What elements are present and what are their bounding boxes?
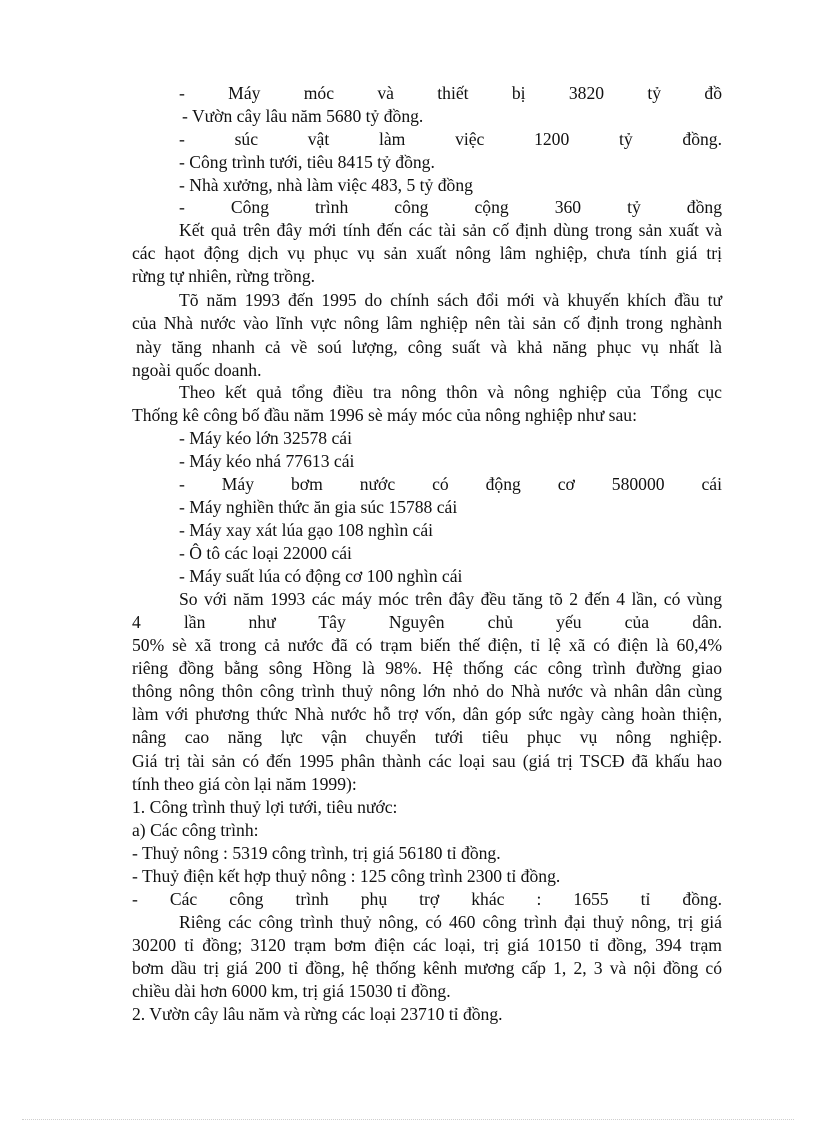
text-line: - Các công trình phụ trợ khác : 1655 tỉ đồng. xyxy=(132,889,722,909)
text-line: - Công trình tưới, tiêu 8415 tỷ đồng. xyxy=(179,152,435,172)
text-line: - Máy kéo nhá 77613 cái xyxy=(179,451,355,471)
text-line: làm với phương thức Nhà nước hỗ trợ vốn, dân góp sức ngày càng hoàn thiện, xyxy=(132,704,722,724)
text-line: rừng tự nhiên, rừng trồng. xyxy=(132,266,316,286)
text-line: - Thuỷ nông : 5319 công trình, trị giá 56180 tỉ đồng. xyxy=(132,843,501,863)
text-line: - Máy nghiền thức ăn gia súc 15788 cái xyxy=(179,497,458,517)
text-line: - Thuỷ điện kết hợp thuỷ nông : 125 công trình 2300 tỉ đồng. xyxy=(132,866,561,886)
text-line: của Nhà nước vào lĩnh vực nông lâm nghiệp nên tài sản cố định trong nghành xyxy=(132,313,722,333)
text-line: Giá trị tài sản có đến 1995 phân thành các loại sau (giá trị TSCĐ đã khấu hao xyxy=(132,751,722,771)
text-line: - Máy bơm nước có động cơ 580000 cái xyxy=(179,474,722,494)
text-line: - Ô tô các loại 22000 cái xyxy=(179,543,352,563)
text-line: 2. Vườn cây lâu năm và rừng các loại 23710 tỉ đồng. xyxy=(132,1004,503,1024)
text-line: Tõ năm 1993 đến 1995 do chính sách đổi mới và khuyến khích đầu tư xyxy=(179,290,722,310)
text-line: So với năm 1993 các máy móc trên đây đều tăng tõ 2 đến 4 lần, có vùng xyxy=(179,589,722,609)
text-line: - Công trình công cộng 360 tỷ đồng xyxy=(179,197,722,217)
text-line: 4 lần như Tây Nguyên chủ yếu của dân. xyxy=(132,612,722,632)
text-line: Theo kết quả tổng điều tra nông thôn và nông nghiệp của Tổng cục xyxy=(179,382,722,402)
text-line: - Vườn cây lâu năm 5680 tỷ đồng. xyxy=(182,106,424,126)
text-line: 50% sè xã trong cả nước đã có trạm biến thế điện, tỉ lệ xã có điện là 60,4% xyxy=(132,635,722,655)
text-line: các hạot động dịch vụ phục vụ sản xuất nông lâm nghiệp, chưa tính giá trị xyxy=(132,243,722,263)
text-line: - Máy kéo lớn 32578 cái xyxy=(179,428,352,448)
text-line: Thống kê công bố đầu năm 1996 sè máy móc của nông nghiệp như sau: xyxy=(132,405,637,425)
page-bottom-rule xyxy=(22,1119,794,1120)
text-line: a) Các công trình: xyxy=(132,820,259,840)
text-line: - Máy móc và thiết bị 3820 tỷ đồ xyxy=(179,83,722,103)
text-line: Riêng các công trình thuỷ nông, có 460 công trình đại thuỷ nông, trị giá xyxy=(179,912,722,932)
text-line: - Nhà xưởng, nhà làm việc 483, 5 tỷ đồng xyxy=(179,175,473,195)
text-line: riêng đồng bằng sông Hồng là 98%. Hệ thống các công trình đường giao xyxy=(132,658,722,678)
text-line: thông nông thôn công trình thuỷ nông lớn nhỏ do Nhà nước và nhân dân cùng xyxy=(132,681,722,701)
text-line: Kết quả trên đây mới tính đến các tài sản cố định dùng trong sản xuất và xyxy=(179,220,722,240)
text-line: chiều dài hơn 6000 km, trị giá 15030 tỉ đồng. xyxy=(132,981,451,1001)
text-line: 30200 tỉ đồng; 3120 trạm bơm điện các loại, trị giá 10150 tỉ đồng, 394 trạm xyxy=(132,935,722,955)
text-line: - súc vật làm việc 1200 tỷ đồng. xyxy=(179,129,722,149)
text-line: bơm dầu trị giá 200 tỉ đồng, hệ thống kênh mương cấp 1, 2, 3 và nội đồng có xyxy=(132,958,722,978)
text-line: - Máy suất lúa có động cơ 100 nghìn cái xyxy=(179,566,463,586)
text-line: này tăng nhanh cả về soú lượng, công suất và khả năng phục vụ nhất là xyxy=(136,337,722,357)
text-line: nâng cao năng lực vận chuyển tưới tiêu phục vụ nông nghiệp. xyxy=(132,727,722,747)
text-line: ngoài quốc doanh. xyxy=(132,360,262,380)
text-line: tính theo giá còn lại năm 1999): xyxy=(132,774,357,794)
text-line: - Máy xay xát lúa gạo 108 nghìn cái xyxy=(179,520,434,540)
text-line: 1. Công trình thuỷ lợi tưới, tiêu nước: xyxy=(132,797,398,817)
